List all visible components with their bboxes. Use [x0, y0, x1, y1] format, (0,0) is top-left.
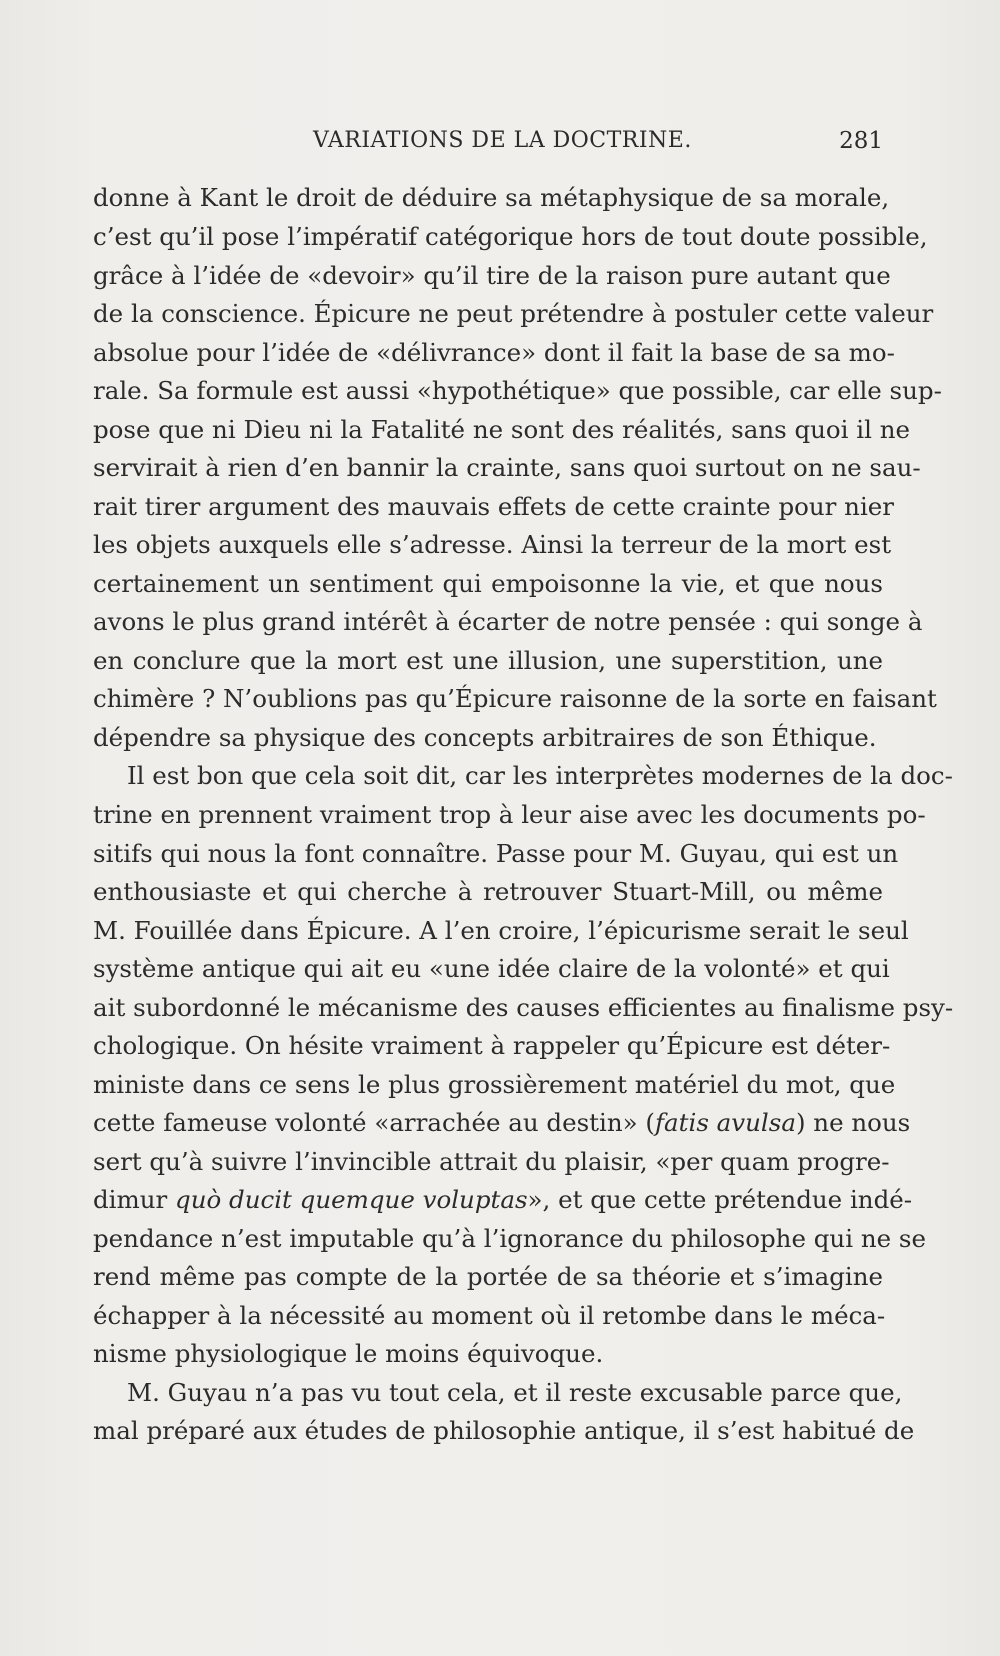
text-line: rait tirer argument des mauvais effets de cette crainte pour nier [93, 492, 895, 521]
text-line: absolue pour l’idée de «délivrance» dont il fait la base de sa mo- [93, 338, 895, 367]
text-line: enthousiaste et qui cherche à retrouver Stuart-Mill, ou même [93, 877, 883, 906]
text-line: M. Fouillée dans Épicure. A l’en croire, l’épicurisme serait le seul [93, 916, 909, 945]
text-line: rend même pas compte de la portée de sa théorie et s’imagine [93, 1262, 883, 1291]
text-line: dépendre sa physique des concepts arbitraires de son Éthique. [93, 723, 877, 752]
text-line: certainement un sentiment qui empoisonne la vie, et que nous [93, 569, 883, 598]
page-header [93, 128, 883, 158]
text-line: avons le plus grand intérêt à écarter de notre pensée : qui songe à [93, 607, 923, 636]
text-line: nisme physiologique le moins équivoque. [93, 1339, 604, 1368]
text-line: chologique. On hésite vraiment à rappeler qu’Épicure est déter- [93, 1031, 891, 1060]
text-line: échapper à la nécessité au moment où il retombe dans le méca- [93, 1301, 886, 1330]
text-line: c’est qu’il pose l’impératif catégorique hors de tout doute possible, [93, 222, 928, 251]
italic-latin: quò ducit quemque voluptas [175, 1185, 528, 1214]
text-line: cette fameuse volonté «arrachée au destin» (fatis avulsa) ne nous [93, 1108, 911, 1137]
text-line: pendance n’est imputable qu’à l’ignorance du philosophe qui ne se [93, 1224, 926, 1253]
text-line: dimur quò ducit quemque voluptas», et que cette prétendue indé- [93, 1185, 913, 1214]
text-line: grâce à l’idée de «devoir» qu’il tire de la raison pure autant que [93, 261, 891, 290]
text-line: ministe dans ce sens le plus grossièrement matériel du mot, que [93, 1070, 896, 1099]
text-line: trine en prennent vraiment trop à leur aise avec les documents po- [93, 800, 926, 829]
text-line: Il est bon que cela soit dit, car les interprètes modernes de la doc- [127, 761, 953, 790]
text-line: les objets auxquels elle s’adresse. Ainsi la terreur de la mort est [93, 530, 892, 559]
text-line: système antique qui ait eu «une idée claire de la volonté» et qui [93, 954, 890, 983]
text-line: rale. Sa formule est aussi «hypothétique» que possible, car elle sup- [93, 376, 942, 405]
text-line: servirait à rien d’en bannir la crainte, sans quoi surtout on ne sau- [93, 453, 921, 482]
italic-latin: fatis avulsa [654, 1108, 796, 1137]
text-line: de la conscience. Épicure ne peut prétendre à postuler cette valeur [93, 299, 934, 328]
running-title: VARIATIONS DE LA DOCTRINE. [313, 128, 692, 153]
text-line: en conclure que la mort est une illusion, une superstition, une [93, 646, 883, 675]
text-line: ait subordonné le mécanisme des causes efficientes au finalisme psy- [93, 993, 954, 1022]
page-number: 281 [839, 128, 883, 154]
text-line: sert qu’à suivre l’invincible attrait du plaisir, «per quam progre- [93, 1147, 890, 1176]
text-line: mal préparé aux études de philosophie antique, il s’est habitué de [93, 1416, 915, 1445]
text-line: sitifs qui nous la font connaître. Passe pour M. Guyau, qui est un [93, 839, 899, 868]
text-line: donne à Kant le droit de déduire sa métaphysique de sa morale, [93, 183, 890, 212]
text-line: M. Guyau n’a pas vu tout cela, et il reste excusable parce que, [127, 1378, 903, 1407]
text-line: pose que ni Dieu ni la Fatalité ne sont des réalités, sans quoi il ne [93, 415, 911, 444]
text-line: chimère ? N’oublions pas qu’Épicure raisonne de la sorte en faisant [93, 684, 937, 713]
